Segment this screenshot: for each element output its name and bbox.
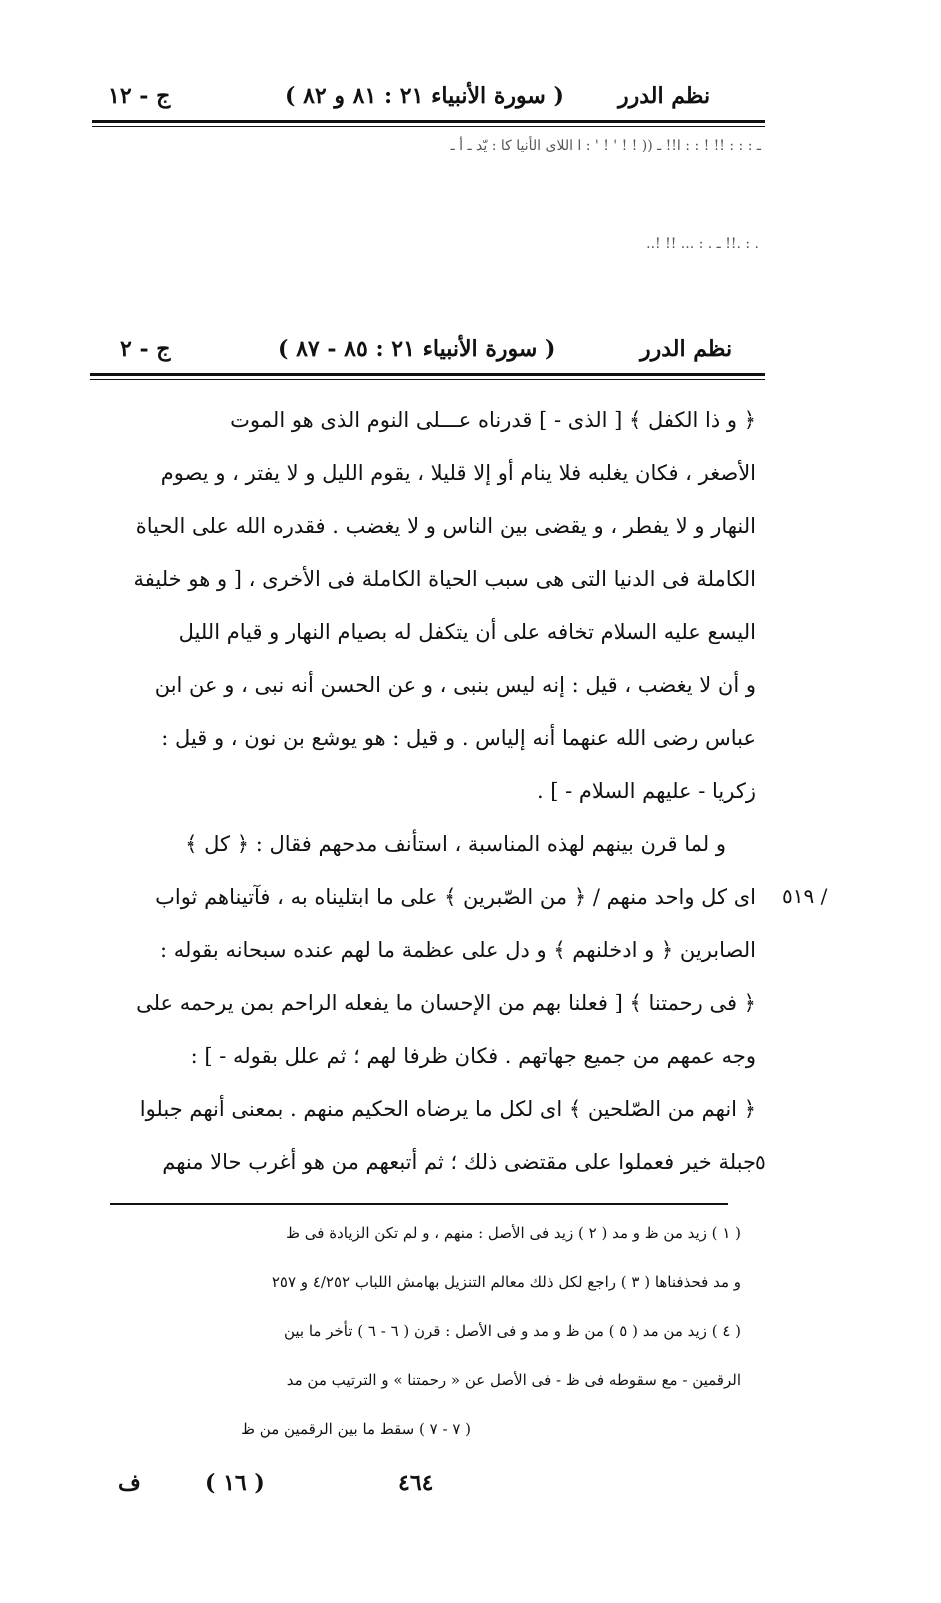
body-line: و لما قرن بينهم لهذه المناسبة ، استأنف مدحهم فقال : ﴿ كل ﴾: [185, 832, 726, 856]
body-line: وجه عمهم من جميع جهاتهم . فكان ظرفا لهم ؛ ثم علل بقوله - ] :: [190, 1044, 756, 1068]
footnote-line: ( ٤ ) زيد من مد ( ٥ ) من ظ و مد و فى الأصل : قرن ( ٦ - ٦ ) تأخر ما بين: [283, 1322, 741, 1340]
top-header-rule: [92, 120, 765, 123]
body-line: اليسع عليه السلام تخافه على أن يتكفل له بصيام النهار و قيام الليل: [178, 620, 756, 644]
footnote-separator: [110, 1203, 728, 1205]
body-line: الكاملة فى الدنيا التى هى سبب الحياة الكاملة فى الأخرى ، [ و هو خليفة: [133, 567, 756, 591]
top-header-rule-thin: [92, 126, 765, 127]
top-header-title: نظم الدرر: [618, 83, 711, 109]
body-line: زكريا - عليهم السلام - ] .: [536, 779, 756, 803]
footnote-line: ( ٧ - ٧ ) سقط ما بين الرقمين من ظ: [241, 1420, 471, 1438]
footnote-line: و مد فحذفناها ( ٣ ) راجع لكل ذلك معالم التنزيل بهامش اللباب ٤/٢٥٢ و ٢٥٧: [271, 1273, 741, 1291]
top-fragment-2: . : .!! ـ . : ... !! !..: [646, 236, 759, 252]
footnote-line: الرقمين - مع سقوطه فى ظ - فى الأصل عن « رحمتنا » و الترتيب من مد: [286, 1371, 741, 1389]
body-line: الصابرين ﴿ و ادخلنهم ﴾ و دل على عظمة ما لهم عنده سبحانه بقوله :: [160, 938, 756, 962]
footnote-line: ( ١ ) زيد من ظ و مد ( ٢ ) زيد فى الأصل : منهم ، و لم تكن الزيادة فى ظ: [286, 1224, 741, 1242]
footer-page-number: ٤٦٤: [398, 1470, 434, 1496]
page-header-title: نظم الدرر: [640, 336, 733, 362]
top-fragment-1: ـ : : : !! ! : : ا!! ـ (( ! ! ' ! ' : ا اللاى الأنيا كا : يّد ـ أ ـ: [450, 138, 761, 154]
body-line: جبلة خير فعملوا على مقتضى ذلك ؛ ثم أتبعهم من هو أغرب حالا منهم: [162, 1150, 756, 1174]
body-line: الأصغر ، فكان يغلبه فلا ينام أو إلا قليلا ، يقوم الليل و لا يفتر ، و يصوم: [160, 461, 756, 485]
body-line: ﴿ انهم من الصّلحين ﴾ اى لكل ما يرضاه الحكيم منهم . بمعنى أنهم جبلوا: [139, 1097, 756, 1121]
body-line: و أن لا يغضب ، قيل : إنه ليس بنبى ، و عن الحسن أنه نبى ، و عن ابن: [154, 673, 756, 697]
footer-left-mark: ف: [118, 1470, 141, 1496]
top-header-part: ج - ١٢: [108, 83, 171, 109]
body-line: النهار و لا يفطر ، و يقضى بين الناس و لا يغضب . فقدره الله على الحياة: [135, 514, 756, 538]
page-header-rule: [90, 373, 765, 376]
page-header-part: ج - ٢: [120, 336, 171, 362]
page-header-rule-thin: [90, 379, 765, 380]
page-header-surah: ( سورة الأنبياء ٢١ : ٨٥ - ٨٧ ): [278, 336, 556, 362]
margin-line-mark: ٥: [755, 1150, 766, 1174]
body-line: ﴿ و ذا الكفل ﴾ [ الذى - ] قدرناه عـــلى النوم الذى هو الموت: [230, 408, 756, 432]
body-line: اى كل واحد منهم / ﴿ من الصّبرين ﴾ على ما ابتليناه به ، فآتيناهم ثواب: [155, 885, 756, 909]
margin-page-ref: ٥١٩ /: [782, 884, 828, 908]
body-line: ﴿ فى رحمتنا ﴾ [ فعلنا بهم من الإحسان ما يفعله الراحم بمن يرحمه على: [136, 991, 756, 1015]
top-header-surah: ( سورة الأنبياء ٢١ : ٨١ و ٨٢ ): [285, 83, 564, 109]
body-line: عباس رضى الله عنهما أنه إلياس . و قيل : هو يوشع بن نون ، و قيل :: [161, 726, 756, 750]
footer-volume: ( ١٦ ): [205, 1470, 265, 1496]
